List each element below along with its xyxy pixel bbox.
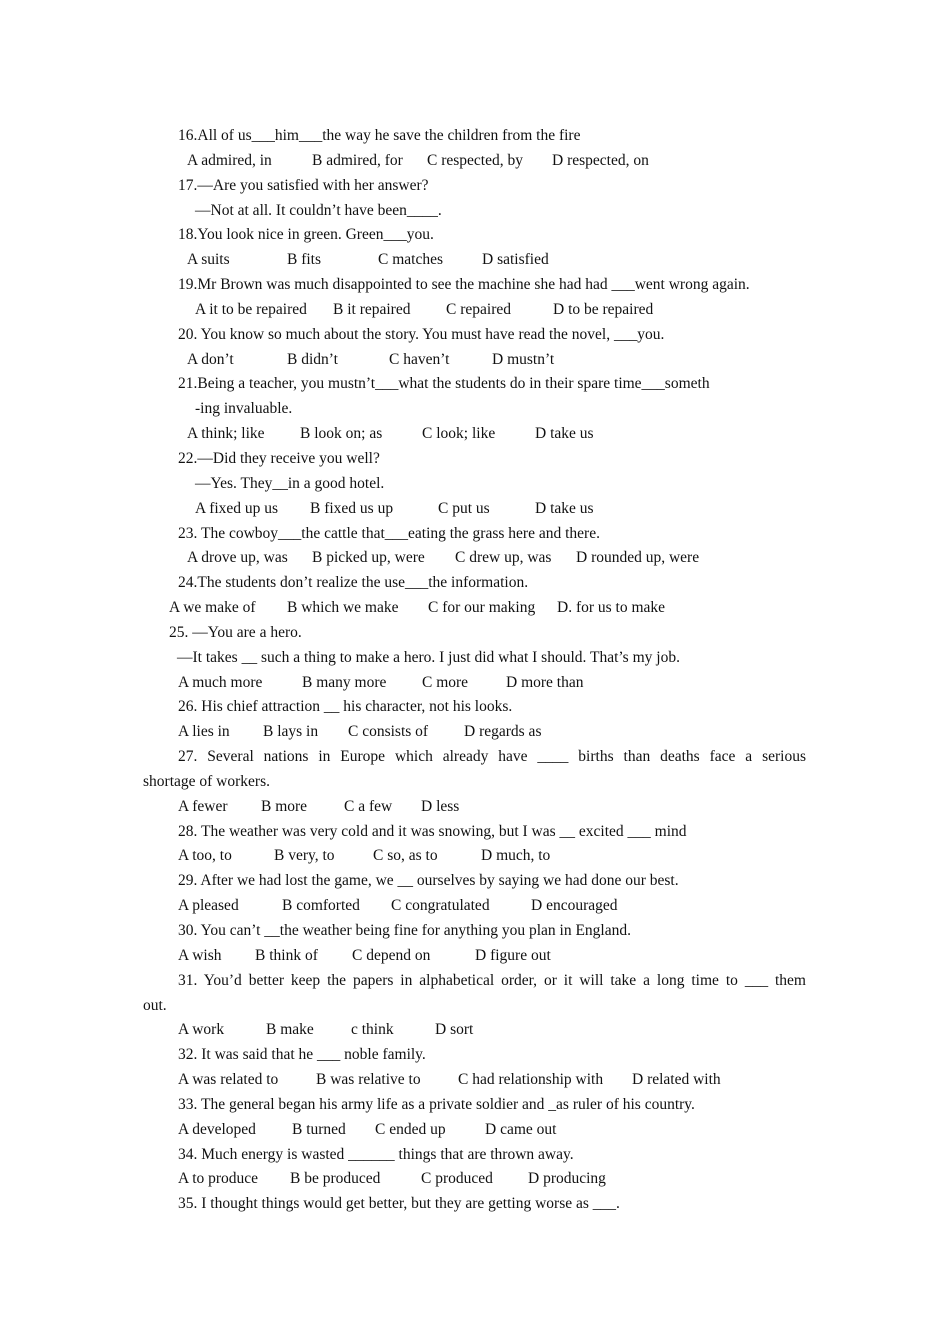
question-26: 26. His chief attraction __ his character, not his looks. bbox=[178, 698, 513, 716]
option-d: D mustn’t bbox=[492, 350, 555, 368]
option-b: B turned bbox=[292, 1120, 346, 1138]
question-30: 30. You can’t __the weather being fine for anything you plan in England. bbox=[178, 922, 631, 939]
option-b: B admired, for bbox=[312, 151, 403, 169]
options-18 bbox=[0, 248, 950, 273]
options-28 bbox=[0, 844, 950, 869]
option-d: D encouraged bbox=[531, 897, 618, 915]
question-23: 23. The cowboy___the cattle that___eating the grass here and there. bbox=[178, 524, 600, 542]
question-27-continued: shortage of workers. bbox=[143, 772, 270, 790]
option-d: D respected, on bbox=[552, 151, 649, 169]
options-25 bbox=[0, 671, 950, 696]
option-d: D related with bbox=[632, 1071, 721, 1089]
exercise-sheet bbox=[0, 124, 950, 1217]
question-28: 28. The weather was very cold and it was snowing, but I was __ excited ___ mind bbox=[178, 822, 687, 840]
option-c: C respected, by bbox=[427, 151, 523, 169]
option-c: C haven’t bbox=[389, 350, 450, 368]
options-20 bbox=[0, 348, 950, 373]
option-d: D to be repaired bbox=[553, 300, 654, 318]
option-a: A pleased bbox=[178, 897, 239, 915]
option-a: A was related to bbox=[178, 1071, 279, 1089]
option-d: D take us bbox=[535, 499, 594, 517]
option-d: D take us bbox=[535, 425, 594, 443]
options-24 bbox=[0, 596, 950, 621]
option-c: C produced bbox=[421, 1170, 493, 1188]
question-35: 35. I thought things would get better, but they are getting worse as ___. bbox=[178, 1195, 620, 1213]
option-c: C had relationship with bbox=[458, 1071, 604, 1089]
question-25-reply: —It takes __ such a thing to make a hero. I just did what I should. That’s my job. bbox=[177, 648, 680, 666]
question-21: 21.Being a teacher, you mustn’t___what the students do in their spare time___someth bbox=[178, 375, 710, 393]
option-c: c think bbox=[351, 1021, 394, 1039]
question-22: 22.—Did they receive you well? bbox=[178, 449, 380, 467]
question-17-reply: —Not at all. It couldn’t have been____. bbox=[195, 201, 442, 219]
option-a: A it to be repaired bbox=[195, 300, 307, 318]
question-31: 31. You’d better keep the papers in alphabetical order, or it will take a long time to ___ them bbox=[178, 971, 806, 989]
option-d: D sort bbox=[435, 1021, 474, 1039]
question-29: 29. After we had lost the game, we __ ourselves by saying we had done our best. bbox=[178, 872, 679, 890]
option-c: C a few bbox=[344, 797, 393, 815]
options-27 bbox=[0, 795, 950, 820]
option-a: A suits bbox=[187, 251, 230, 269]
question-17: 17.—Are you satisfied with her answer? bbox=[178, 176, 429, 194]
option-a: A don’t bbox=[187, 350, 234, 368]
option-d: D satisfied bbox=[482, 251, 549, 269]
question-24: 24.The students don’t realize the use___the information. bbox=[178, 574, 529, 592]
option-a: A think; like bbox=[187, 425, 265, 443]
options-30 bbox=[0, 944, 950, 969]
option-d: D rounded up, were bbox=[576, 549, 700, 567]
option-c: C drew up, was bbox=[455, 549, 552, 567]
option-b: B think of bbox=[255, 946, 318, 964]
question-25: 25. —You are a hero. bbox=[169, 623, 302, 641]
options-21 bbox=[0, 422, 950, 447]
option-b: B lays in bbox=[263, 723, 319, 741]
option-b: B fits bbox=[287, 251, 322, 269]
option-a: A fixed up us bbox=[195, 499, 279, 517]
option-b: B didn’t bbox=[287, 350, 338, 368]
option-b: B which we make bbox=[287, 599, 399, 617]
option-b: B make bbox=[266, 1021, 314, 1039]
options-31 bbox=[0, 1018, 950, 1043]
question-34: 34. Much energy is wasted ______ things that are thrown away. bbox=[178, 1145, 574, 1163]
options-19 bbox=[0, 298, 950, 323]
option-c: C ended up bbox=[375, 1120, 446, 1138]
question-22-reply: —Yes. They__in a good hotel. bbox=[195, 474, 385, 492]
option-b: B very, to bbox=[274, 847, 335, 865]
option-b: B be produced bbox=[290, 1170, 381, 1188]
option-b: B fixed us up bbox=[310, 499, 394, 517]
option-a: A too, to bbox=[178, 847, 232, 865]
option-a: A admired, in bbox=[187, 151, 272, 169]
option-d: D regards as bbox=[464, 723, 542, 741]
option-b: B look on; as bbox=[300, 425, 383, 443]
option-b: B was relative to bbox=[316, 1071, 421, 1089]
question-19: 19.Mr Brown was much disappointed to see the machine she had had ___went wrong again. bbox=[178, 276, 750, 294]
question-32: 32. It was said that he ___ noble family. bbox=[178, 1046, 426, 1064]
option-c: C so, as to bbox=[373, 847, 438, 865]
options-22 bbox=[0, 497, 950, 522]
option-c: C put us bbox=[438, 499, 490, 517]
option-a: A developed bbox=[178, 1120, 256, 1138]
option-c: C consists of bbox=[348, 723, 429, 741]
option-a: A fewer bbox=[178, 797, 228, 815]
question-20: 20. You know so much about the story. You must have read the novel, ___you. bbox=[178, 325, 665, 343]
option-d: D. for us to make bbox=[557, 599, 666, 617]
option-a: A much more bbox=[178, 673, 263, 691]
option-d: D came out bbox=[485, 1120, 557, 1138]
option-b: B it repaired bbox=[333, 300, 411, 318]
option-a: A drove up, was bbox=[187, 549, 288, 567]
option-c: C matches bbox=[378, 251, 443, 269]
option-d: D more than bbox=[506, 673, 584, 691]
options-29 bbox=[0, 894, 950, 919]
question-27: 27. Several nations in Europe which already have ____ births than deaths face a serious bbox=[178, 748, 806, 766]
option-d: D figure out bbox=[475, 946, 551, 964]
options-34 bbox=[0, 1167, 950, 1192]
option-a: A work bbox=[178, 1021, 225, 1039]
question-18: 18.You look nice in green. Green___you. bbox=[178, 226, 434, 244]
question-21-continued: -ing invaluable. bbox=[195, 400, 293, 418]
option-b: B many more bbox=[302, 673, 387, 691]
option-c: C look; like bbox=[422, 425, 496, 443]
question-16: 16.All of us___him___the way he save the children from the fire bbox=[178, 127, 581, 144]
option-a: A to produce bbox=[178, 1170, 259, 1188]
option-c: C congratulated bbox=[391, 897, 490, 915]
option-d: D less bbox=[421, 797, 460, 815]
options-33 bbox=[0, 1118, 950, 1143]
option-d: D producing bbox=[528, 1170, 606, 1188]
options-26 bbox=[0, 720, 950, 745]
option-b: B picked up, were bbox=[312, 549, 425, 567]
option-c: C repaired bbox=[446, 300, 511, 318]
option-b: B more bbox=[261, 797, 308, 815]
options-16 bbox=[0, 149, 950, 174]
option-d: D much, to bbox=[481, 847, 551, 865]
option-a: A we make of bbox=[169, 599, 256, 617]
option-a: A wish bbox=[178, 946, 222, 964]
options-23 bbox=[0, 546, 950, 571]
option-c: C more bbox=[422, 673, 469, 691]
option-c: C depend on bbox=[352, 946, 431, 964]
options-32 bbox=[0, 1068, 950, 1093]
option-b: B comforted bbox=[282, 897, 360, 915]
question-33: 33. The general began his army life as a private soldier and _as ruler of his country. bbox=[178, 1095, 695, 1113]
option-a: A lies in bbox=[178, 723, 230, 741]
question-31-continued: out. bbox=[143, 996, 167, 1014]
option-c: C for our making bbox=[428, 599, 536, 617]
